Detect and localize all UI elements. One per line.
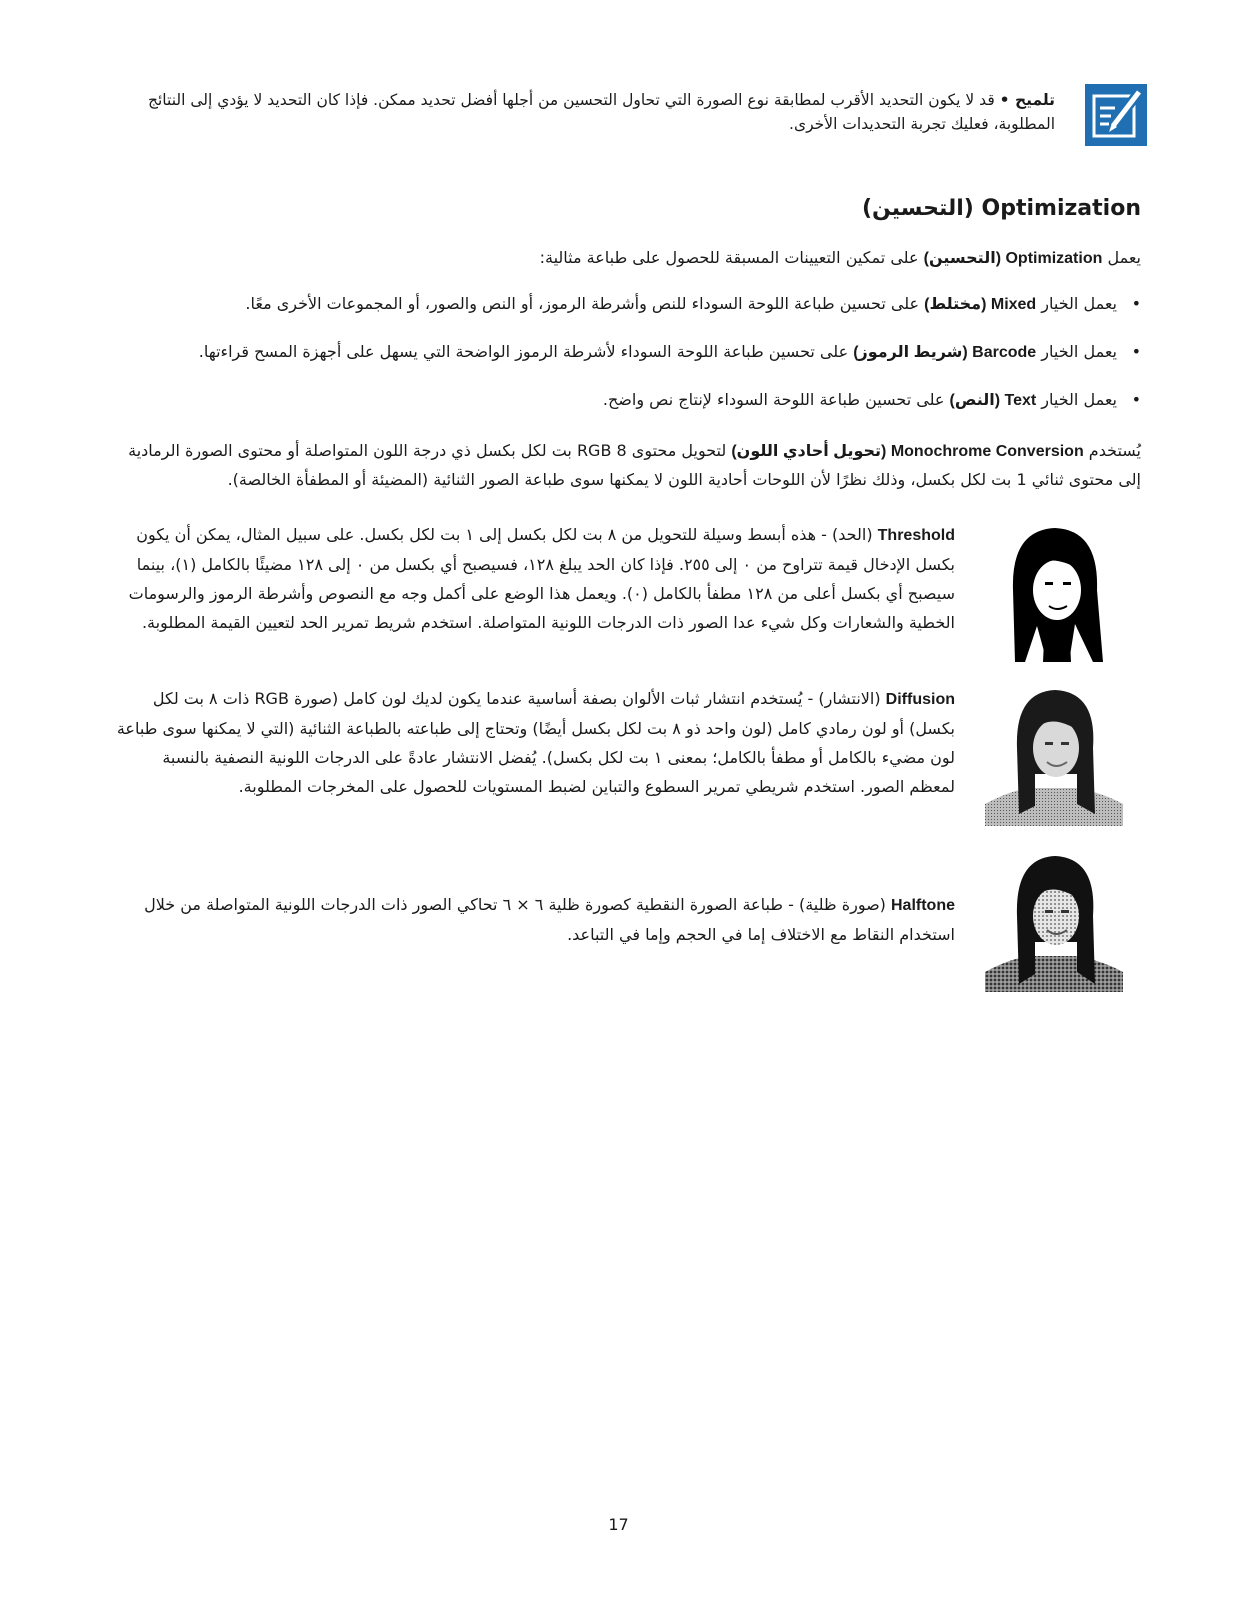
page-number: 17 xyxy=(608,1515,629,1534)
tip-text xyxy=(115,88,1055,136)
bullet-text: على تحسين طباعة اللوحة السوداء لأشرطة الرموز الواضحة التي يسهل على أجهزة المسح قراءتها. xyxy=(198,342,854,361)
tip-note xyxy=(110,78,1147,153)
diffusion-description xyxy=(115,684,955,801)
bullet-text: على تحسين طباعة اللوحة السوداء لإنتاج نص واضح. xyxy=(602,390,950,409)
bullet-keyword: Barcode (شريط الرموز) xyxy=(853,344,1037,361)
section-heading: Optimization (التحسين) xyxy=(861,196,1141,221)
bullet-icon: • xyxy=(1131,294,1141,313)
bullet-prefix: يعمل الخيار xyxy=(1036,294,1117,313)
bullet-icon: • xyxy=(1131,390,1141,409)
method-threshold xyxy=(111,520,1141,670)
tip-label: تلميح • xyxy=(999,91,1055,109)
list-item xyxy=(111,388,1141,413)
bullet-text: على تحسين طباعة اللوحة السوداء للنص وأشرطة الرموز، أو النص والصور، أو المجموعات الأخرى معًا. xyxy=(245,294,925,313)
halftone-description xyxy=(115,890,955,949)
mono-keyword: Monochrome Conversion (تحويل أحادي اللون) xyxy=(731,443,1084,460)
intro-suffix: على تمكين التعيينات المسبقة للحصول على طباعة مثالية: xyxy=(539,248,924,267)
method-diffusion xyxy=(111,684,1141,834)
method-halftone xyxy=(111,850,1141,1000)
diffusion-sample-image xyxy=(985,684,1123,826)
list-item xyxy=(111,340,1141,365)
bullet-prefix: يعمل الخيار xyxy=(1036,390,1117,409)
monochrome-paragraph xyxy=(111,437,1141,494)
method-keyword: Threshold xyxy=(877,527,955,544)
note-pencil-icon xyxy=(1085,84,1147,146)
intro-paragraph xyxy=(111,246,1141,271)
intro-keyword: Optimization (التحسين) xyxy=(923,250,1103,267)
method-text: (الانتشار) - يُستخدم انتشار ثبات الألوان بصفة أساسية عندما يكون لديك لون كامل (صورة RGB ذات ٨ بت لكل بكسل) أو لون رمادي كامل (لون واحد ذو ٨ بت لكل بكسل أيضًا) وتحتاج إلى طباعته بالطباعة الثنائية (التي لا يمكنها سوى طباعة لون مضيء بالكامل أو مطفأ بالكامل؛ بمعنى ١ بت لكل بكسل). يُفضل الانتشار عادةً على الدرجات اللونية النصفية بالنسبة لمعظم الصور. استخدم شريطي تمرير السطوع والتباين لضبط المستويات للحصول على المخرجات المطلوبة. xyxy=(116,689,955,796)
optimization-options-list xyxy=(111,292,1141,436)
threshold-sample-image xyxy=(985,520,1123,662)
tip-body: قد لا يكون التحديد الأقرب لمطابقة نوع الصورة التي تحاول التحسين من أجلها أفضل تحديد ممكن. فإذا كان التحديد لا يؤدي إلى النتائج المطلوبة، فعليك تجربة التحديدات الأخرى. xyxy=(147,91,1055,133)
method-text: (الحد) - هذه أبسط وسيلة للتحويل من ٨ بت لكل بكسل إلى ١ بت لكل بكسل. على سبيل المثال، يمكن أن يكون بكسل الإدخال قيمة تتراوح من ٠ إلى ٢٥٥. فإذا كان الحد يبلغ ١٢٨، فسيصبح أي بكسل من ٠ إلى ١٢٨ مضيئًا بالكامل (١)، بينما سيصبح أي بكسل أعلى من ١٢٨ مطفأ بالكامل (٠). ويعمل هذا الوضع على أكمل وجه مع النصوص وأشرطة الرموز والرسومات الخطية والشعارات وكل شيء عدا الصور ذات الدرجات اللونية المتواصلة. استخدم شريط تمرير الحد لتعيين القيمة المطلوبة. xyxy=(128,525,955,632)
halftone-sample-image xyxy=(985,850,1123,992)
method-text: (صورة ظلية) - طباعة الصورة النقطية كصورة ظلية ٦ × ٦ تحاكي الصور ذات الدرجات اللونية المتواصلة من خلال استخدام النقاط مع الاختلاف إما في الحجم وإما في التباعد. xyxy=(144,895,955,944)
mono-text: لتحويل محتوى RGB 8 بت لكل بكسل ذي درجة اللون المتواصلة أو محتوى الصورة الرمادية إلى محتوى ثنائي 1 بت لكل بكسل، وذلك نظرًا لأن اللوحات أحادية اللون لا يمكنها سوى طباعة الصور الثنائية (المضيئة أو المطفأة الخالصة). xyxy=(128,441,1141,489)
mono-prefix: يُستخدم xyxy=(1083,441,1141,460)
method-keyword: Diffusion xyxy=(885,691,955,708)
bullet-icon: • xyxy=(1131,342,1141,361)
bullet-prefix: يعمل الخيار xyxy=(1036,342,1117,361)
intro-prefix: يعمل xyxy=(1102,248,1141,267)
list-item xyxy=(111,292,1141,317)
threshold-description xyxy=(115,520,955,637)
bullet-keyword: Mixed (مختلط) xyxy=(924,296,1037,313)
bullet-keyword: Text (النص) xyxy=(949,392,1037,409)
method-keyword: Halftone xyxy=(891,897,955,914)
